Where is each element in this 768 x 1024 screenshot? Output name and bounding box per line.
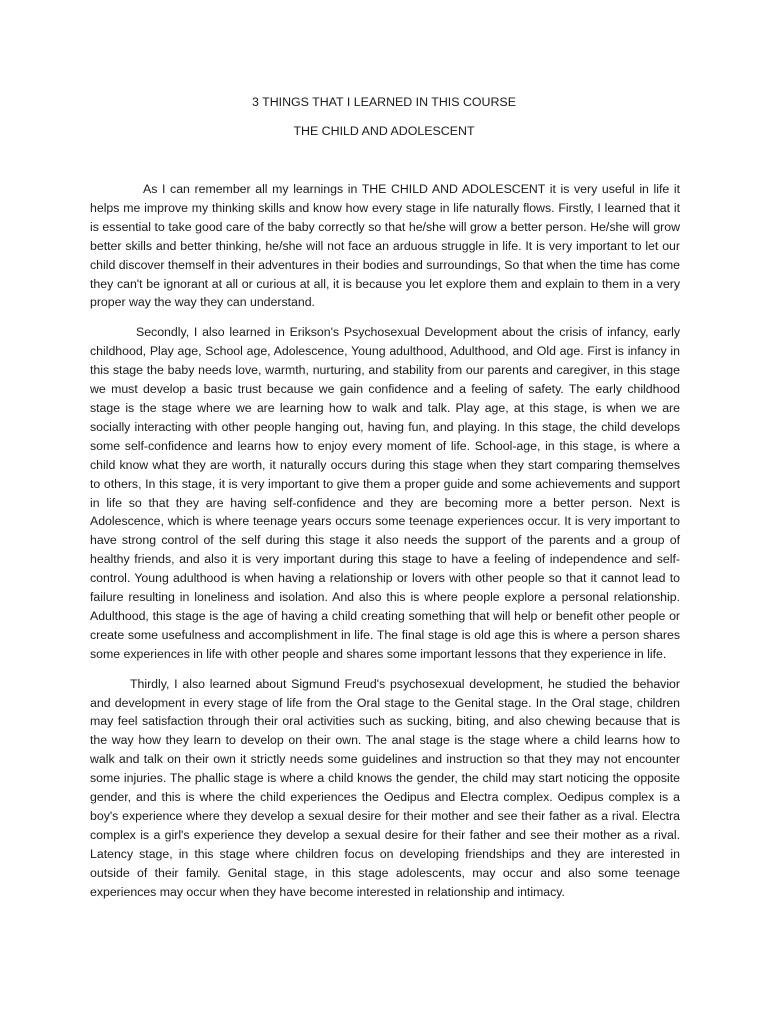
paragraph-2: Secondly, I also learned in Erikson's Psychosexual Development about the crisis of infancy, early childhood, Play age, School age, Adolescence, Young adulthood, Adulthood, and Old age. First is infancy in this stage the baby needs love, warmth, nurturing, and stability from our parents and caregiver, in this stage we must develop a basic trust because we gain confidence and a feeling of safety. The early childhood stage is the stage where we are learning how to walk and talk. Play age, at this stage, is when we are socially interacting with other people hanging out, having fun, and playing. In this stage, the child develops some self-confidence and learns how to enjoy every moment of life. School-age, in this stage, is where a child know what they are worth, it naturally occurs during this stage when they start comparing themselves to others, In this stage, it is very important to give them a proper guide and some achievements and support in life so that they are having self-confidence and they are becoming more a better person. Next is Adolescence, which is where teenage years occurs some teenage experiences occur. It is very important to have strong control of the self during this stage it also needs the support of the parents and a group of healthy friends, and also it is very important during this stage to have a feeling of independence and self-control. Young adulthood is when having a relationship or lovers with other people so that it cannot lead to failure resulting in loneliness and isolation. And also this is where people explore a personal relationship. Adulthood, this stage is the age of having a child creating something that will help or benefit other people or create some usefulness and accomplishment in life. The final stage is old age this is where a person shares some experiences in life with other people and shares some important lessons that they experience in life. bbox=[90, 325, 680, 661]
paragraph-3: Thirdly, I also learned about Sigmund Freud's psychosexual development, he studied the behavior and development in every stage of life from the Oral stage to the Genital stage. In the Oral stage, children may feel satisfaction through their oral activities such as sucking, biting, and also chewing because that is the way how they learn to develop on their own. The anal stage is the stage where a child learns how to walk and talk on their own it strictly needs some guidelines and instruction so that they may not encounter some injuries. The phallic stage is where a child knows the gender, the child may start noticing the opposite gender, and this is where the child experiences the Oedipus and Electra complex. Oedipus complex is a boy's experience where they develop a sexual desire for their mother and see their father as a rival. Electra complex is a girl's experience they develop a sexual desire for their father and see their mother as a rival. Latency stage, in this stage where children focus on developing friendships and they are interested in outside of their family. Genital stage, in this stage adolescents, may occur and also some teenage experiences may occur when they have become interested in relationship and intimacy. bbox=[90, 676, 680, 899]
paragraph-1: As I can remember all my learnings in THE CHILD AND ADOLESCENT it is very useful in life it helps me improve my thinking skills and know how every stage in life naturally flows. Firstly, I learned that it is essential to take good care of the baby correctly so that he/she will grow a better person. He/she will grow better skills and better thinking, he/she will not face an arduous struggle in life. It is very important to let our child discover themself in their adventures in their bodies and surroundings, So that when the time has come they can't be ignorant at all or curious at all, it is because you let explore them and explain to them in a very proper way the way they can understand. bbox=[90, 182, 680, 310]
document-subtitle: THE CHILD AND ADOLESCENT bbox=[293, 124, 475, 138]
document-body bbox=[90, 180, 680, 913]
document-title: 3 THINGS THAT I LEARNED IN THIS COURSE bbox=[252, 95, 516, 109]
